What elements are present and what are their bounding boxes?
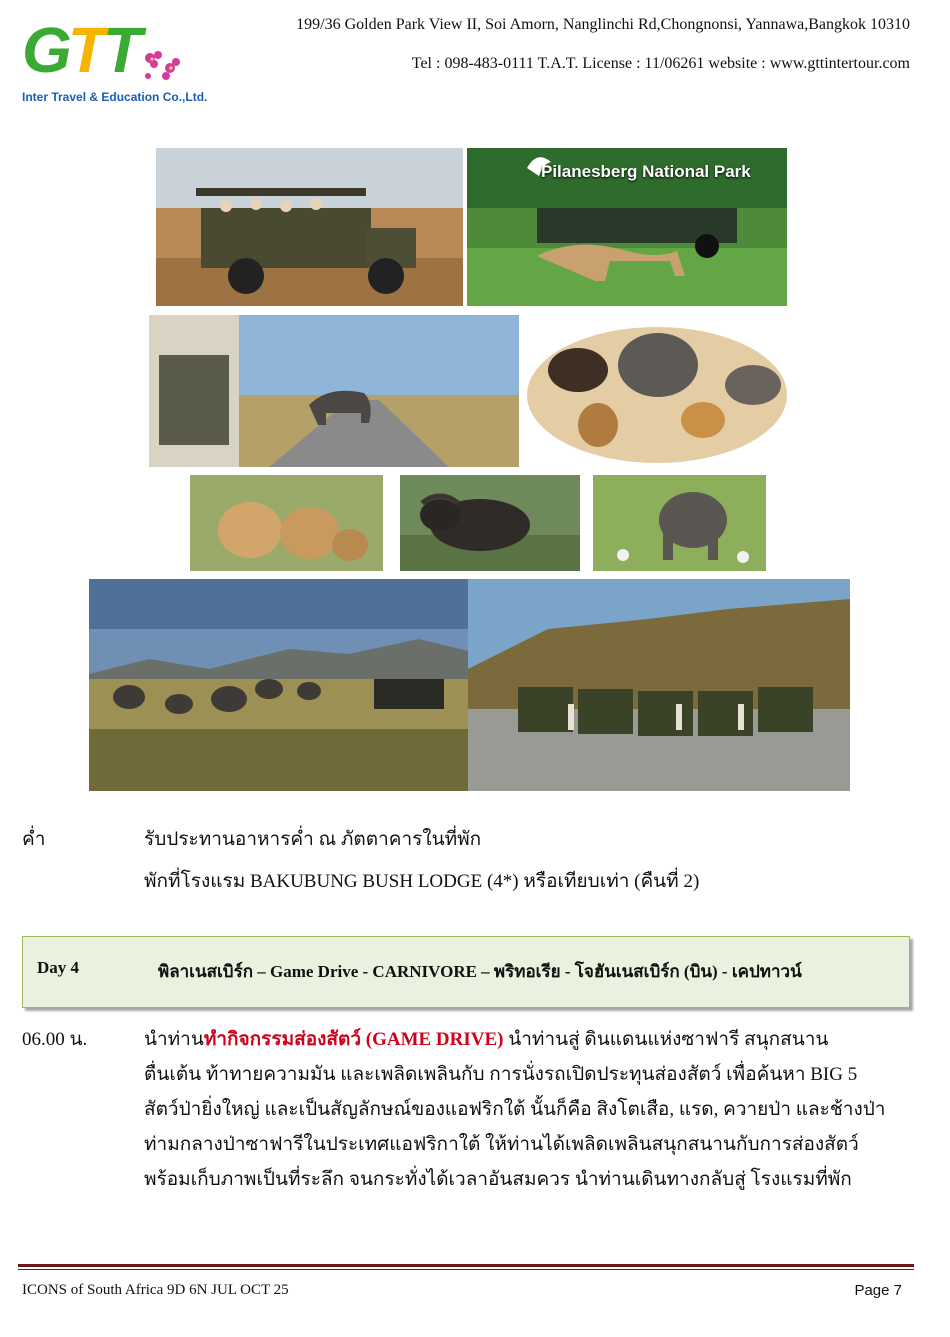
photo-elephant-herd: [89, 579, 468, 791]
orchid-icon: [140, 48, 182, 86]
schedule-line-1-end: นำท่านสู่ ดินแดนแห่งซาฟารี สนุกสนาน: [503, 1029, 829, 1050]
schedule-line-4: ท่ามกลางป่าซาฟารีในประเทศแอฟริกาใต้ ให้ท่านได้เพลิดเพลินสนุกสนานกับการส่องสัตว์: [144, 1134, 859, 1155]
photo-baby-elephant: [593, 475, 766, 571]
photo-big-five: [523, 315, 790, 467]
photo-lion-cubs: [190, 475, 383, 571]
footer-divider-thin: [18, 1269, 914, 1270]
footer-divider: [18, 1264, 914, 1267]
photo-label-pilanesberg: Pilanesberg National Park: [541, 162, 751, 181]
dinner-line-1: รับประทานอาหารค่ำ ณ ภัตตาคารในที่พัก: [144, 829, 482, 850]
schedule-time: 06.00 น.: [22, 1029, 88, 1050]
schedule-line-1-start: นำท่าน: [144, 1029, 204, 1050]
photo-safari-jeep: [156, 148, 463, 306]
logo-subtitle: Inter Travel & Education Co.,Ltd.: [22, 90, 208, 104]
header-address: 199/36 Golden Park View II, Soi Amorn, Nanglinchi Rd,Chongnonsi, Yannawa,Bangkok 10310: [296, 16, 910, 33]
footer-program-title: ICONS of South Africa 9D 6N JUL OCT 25: [22, 1282, 289, 1298]
day-header-box: [22, 936, 910, 1008]
schedule-line-5: พร้อมเก็บภาพเป็นที่ระลึก จนกระทั่งได้เวลาอันสมควร นำท่านเดินทางกลับสู่ โรงแรมที่พัก: [144, 1169, 852, 1190]
schedule-line-3: สัตว์ป่ายิ่งใหญ่ และเป็นสัญลักษณ์ของแอฟริกใต้ นั้นก็คือ สิงโตเสือ, แรด, ควายป่า และช้างป่า: [144, 1099, 886, 1120]
company-logo: [22, 14, 208, 113]
dinner-line-2: พักที่โรงแรม BAKUBUNG BUSH LODGE (4*) หรือเทียบเท่า (คืนที่ 2): [144, 871, 700, 892]
photo-pilanesberg-lioness: [467, 148, 787, 306]
photo-safari-fleet: [468, 579, 850, 791]
schedule-line-1: [144, 1024, 828, 1054]
activity-highlight: ทำกิจกรรมส่องสัตว์ (GAME DRIVE): [203, 1029, 504, 1050]
photo-buffalo: [400, 475, 580, 571]
schedule-line-2: ตื่นเต้น ท้าทายความมัน และเพลิดเพลินกับ การนั่งรถเปิดประทุนส่องสัตว์ เพื่อค้นหา BIG 5: [144, 1064, 858, 1085]
dinner-label: ค่ำ: [22, 829, 46, 850]
header-contact: Tel : 098-483-0111 T.A.T. License : 11/06261 website : www.gttintertour.com: [411, 55, 910, 72]
photo-elephant-road: [149, 315, 519, 467]
day-title: พิลาเนสเบิร์ก – Game Drive - CARNIVORE – พริทอเรีย - โจฮันเนสเบิร์ก (บิน) - เคปทาวน์: [158, 962, 802, 981]
day-label: Day 4: [37, 958, 80, 977]
page-number: Page 7: [854, 1282, 902, 1299]
logo-wordmark: GTT: [22, 14, 138, 86]
